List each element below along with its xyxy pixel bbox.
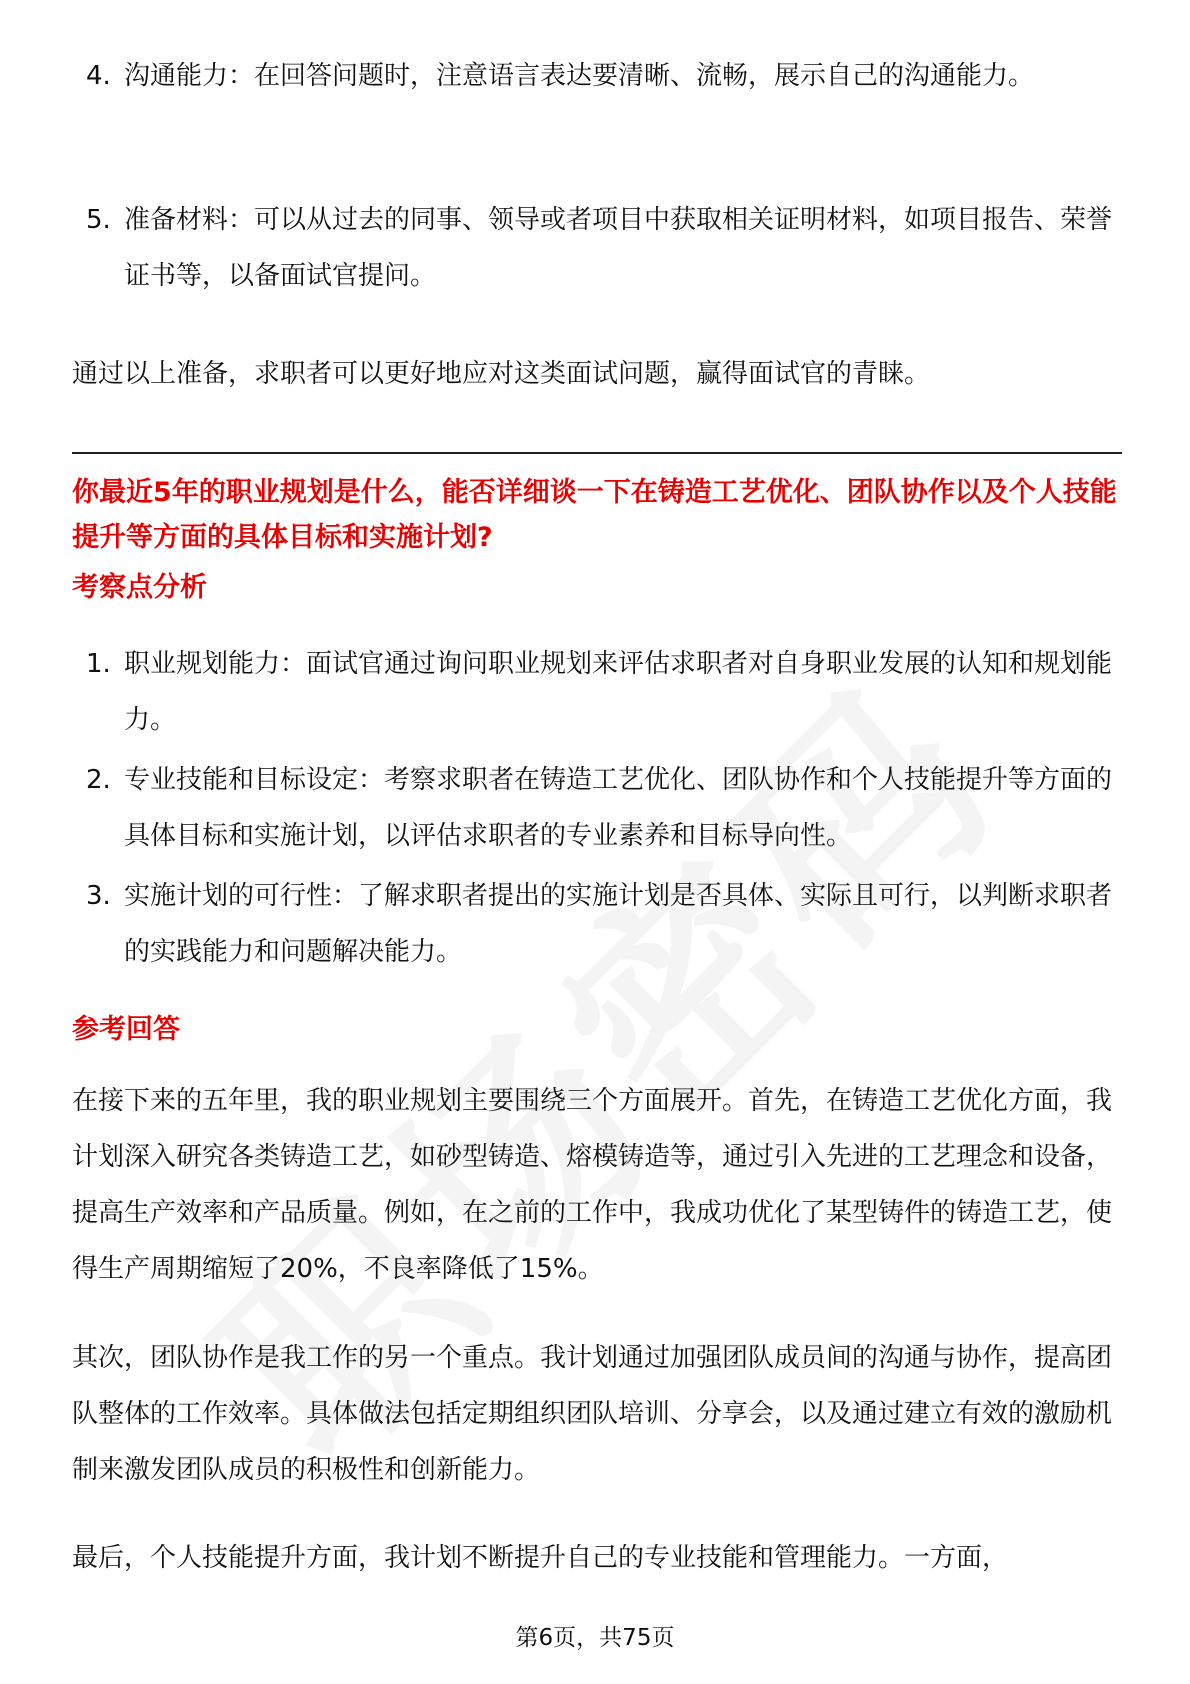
list-item-text: 准备材料：可以从过去的同事、领导或者项目中获取相关证明材料，如项目报告、荣誉证书等，以备面试官提问。 — [124, 205, 1113, 291]
analysis-heading: 考察点分析 — [72, 572, 207, 603]
list-item-number: 4. — [86, 61, 111, 91]
section-divider — [72, 452, 1122, 454]
list-item-text: 专业技能和目标设定：考察求职者在铸造工艺优化、团队协作和个人技能提升等方面的具体目标和实施计划，以评估求职者的专业素养和目标导向性。 — [124, 765, 1113, 851]
list-item-text: 实施计划的可行性：了解求职者提出的实施计划是否具体、实际且可行，以判断求职者的实践能力和问题解决能力。 — [124, 881, 1113, 967]
list-item-number: 1. — [86, 649, 111, 679]
interview-question: 你最近5年的职业规划是什么，能否详细谈一下在铸造工艺优化、团队协作以及个人技能提升等方面的具体目标和实施计划? — [72, 477, 1117, 553]
list-item-text: 职业规划能力：面试官通过询问职业规划来评估求职者对自身职业发展的认知和规划能力。 — [124, 649, 1113, 735]
page-number: 第6页，共75页 — [515, 1625, 675, 1651]
list-item-number: 2. — [86, 765, 111, 795]
answer-paragraph: 最后，个人技能提升方面，我计划不断提升自己的专业技能和管理能力。一方面， — [72, 1543, 1009, 1573]
list-item-number: 5. — [86, 205, 111, 235]
list-item-number: 3. — [86, 881, 111, 911]
answer-heading: 参考回答 — [72, 1014, 180, 1045]
answer-paragraph: 其次，团队协作是我工作的另一个重点。我计划通过加强团队成员间的沟通与协作，提高团队整体的工作效率。具体做法包括定期组织团队培训、分享会，以及通过建立有效的激励机制来激发团队成员的积极性和创新能力。 — [72, 1343, 1113, 1485]
answer-paragraph: 在接下来的五年里，我的职业规划主要围绕三个方面展开。首先，在铸造工艺优化方面，我计划深入研究各类铸造工艺，如砂型铸造、熔模铸造等，通过引入先进的工艺理念和设备，提高生产效率和产品质量。例如，在之前的工作中，我成功优化了某型铸件的铸造工艺，使得生产周期缩短了20%，不良率降低了15%。 — [72, 1086, 1113, 1284]
summary-paragraph: 通过以上准备，求职者可以更好地应对这类面试问题，赢得面试官的青睐。 — [72, 359, 931, 389]
list-item-text: 沟通能力：在回答问题时，注意语言表达要清晰、流畅，展示自己的沟通能力。 — [124, 61, 1035, 91]
